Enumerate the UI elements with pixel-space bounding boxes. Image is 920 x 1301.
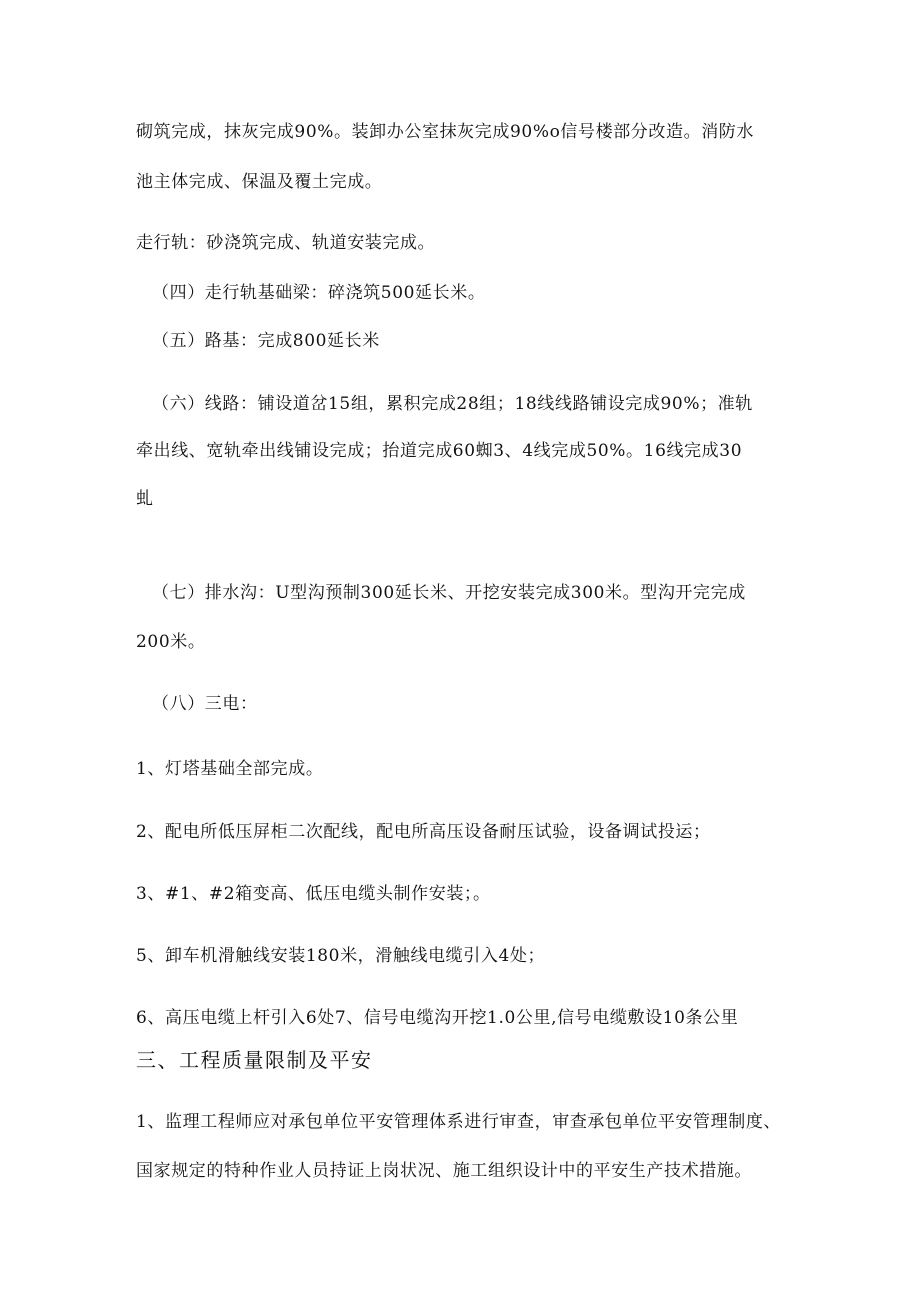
text-line-4: （四）走行轨基础梁：碎浇筑500延长米。: [152, 283, 486, 303]
text-line-17: 1、监理工程师应对承包单位平安管理体系进行审查，审查承包单位平安管理制度、: [136, 1112, 782, 1132]
text-line-1: 砌筑完成，抹灰完成90%。装卸办公室抹灰完成90%o信号楼部分改造。消防水: [136, 122, 755, 142]
text-line-12: 1、灯塔基础全部完成。: [136, 759, 324, 779]
text-line-5: （五）路基：完成800延长米: [152, 331, 380, 351]
text-line-13: 2、配电所低压屏柜二次配线，配电所高压设备耐压试验，设备调试投运；: [136, 822, 711, 842]
text-line-10: 200米。: [136, 632, 206, 652]
section-heading: 三、工程质量限制及平安: [136, 1048, 373, 1072]
text-line-9: （七）排水沟：U型沟预制300延长米、开挖安装完成300米。型沟开完完成: [152, 583, 746, 603]
text-line-3: 走行轨：砂浇筑完成、轨道安装完成。: [136, 233, 436, 253]
text-line-6: （六）线路：铺设道岔15组，累积完成28组；18线线路铺设完成90%；准轨: [152, 394, 753, 414]
text-line-16: 6、高压电缆上杆引入6处7、信号电缆沟开挖1.0公里,信号电缆敷设10条公里: [136, 1008, 739, 1028]
text-line-7: 牵出线、宽轨牵出线铺设完成；抬道完成60蜘3、4线完成50%。16线完成30: [136, 441, 743, 461]
text-line-15: 5、卸车机滑触线安装180米，滑触线电缆引入4处；: [136, 946, 546, 966]
text-line-11: （八）三电：: [152, 694, 258, 714]
text-line-8: 虬: [136, 489, 154, 509]
text-line-2: 池主体完成、保温及覆土完成。: [136, 172, 383, 192]
text-line-18: 国家规定的特种作业人员持证上岗状况、施工组织设计中的平安生产技术措施。: [136, 1161, 752, 1181]
text-line-14: 3、#1、#2箱变高、低压电缆头制作安装；。: [136, 884, 491, 904]
